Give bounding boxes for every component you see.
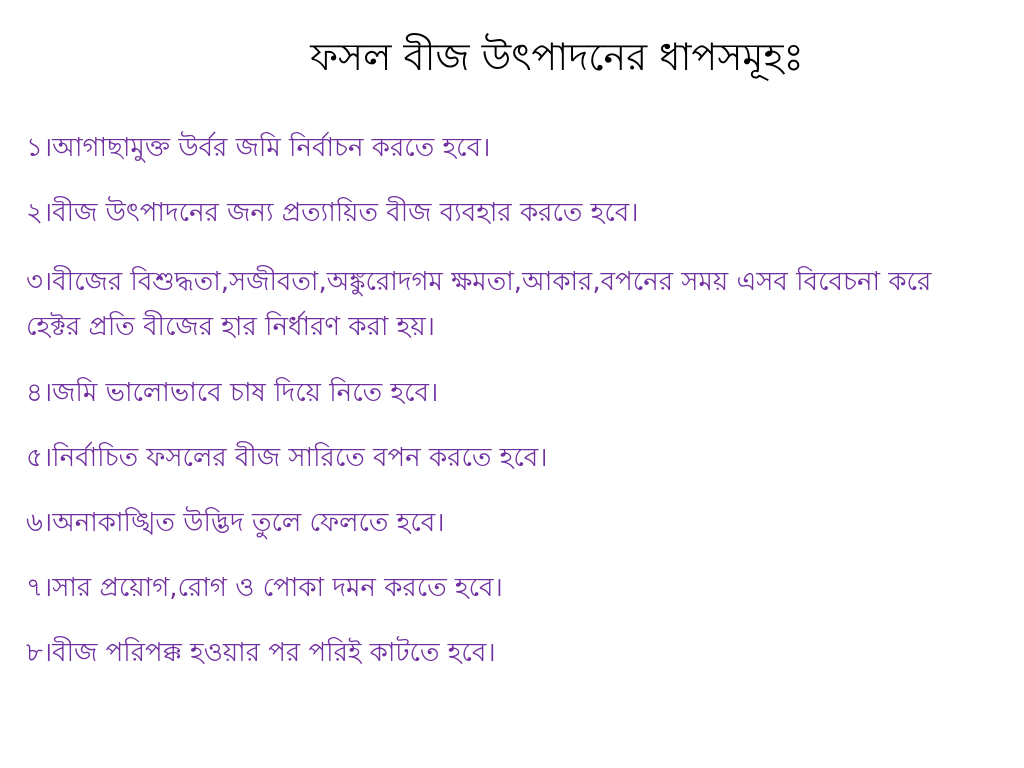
step-item: ৬।অনাকাঙ্খিত উদ্ভিদ তুলে ফেলতে হবে। [26, 508, 445, 538]
slide-title: ফসল বীজ উৎপাদনের ধাপসমূহঃ [310, 35, 804, 79]
step-item: ৩।বীজের বিশুদ্ধতা,সজীবতা,অঙ্কুরোদগম ক্ষমতা,আকার,বপনের সময় এসব বিবেচনা করে হেক্টর প্রতি বীজের হার নির্ধারণ করা হয়। [26, 267, 932, 342]
step-item: ১।আগাছামুক্ত উর্বর জমি নির্বাচন করতে হবে। [26, 133, 491, 163]
step-item: ৮।বীজ পরিপক্ক হওয়ার পর পরিই কাটতে হবে। [26, 638, 496, 668]
step-item: ২।বীজ উৎপাদনের জন্য প্রত্যায়িত বীজ ব্যবহার করতে হবে। [26, 198, 639, 228]
step-item: ৫।নির্বাচিত ফসলের বীজ সারিতে বপন করতে হবে। [26, 443, 548, 473]
step-item: ৪।জমি ভালোভাবে চাষ দিয়ে নিতে হবে। [26, 378, 439, 408]
steps-list [26, 130, 986, 700]
step-item: ৭।সার প্রয়োগ,রোগ ও পোকা দমন করতে হবে। [26, 573, 503, 603]
